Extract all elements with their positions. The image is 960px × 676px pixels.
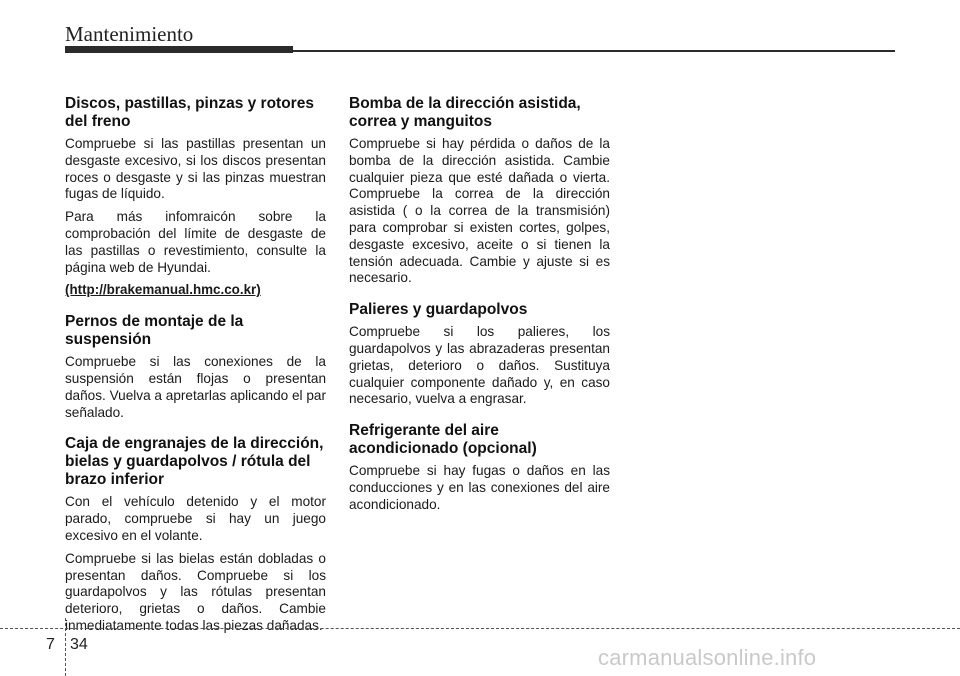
page-number: 34 [70, 636, 88, 653]
chapter-number: 7 [46, 636, 55, 653]
section-heading: Palieres y guardapolvos [349, 301, 528, 319]
brake-manual-link[interactable]: (http://brakemanual.hmc.co.kr) [65, 282, 261, 298]
section-brake-discs [65, 95, 326, 299]
section-heading: Discos, pastillas, pinzas y rotores del freno [65, 95, 314, 130]
section-paragraph: Compruebe si hay fugas o daños en las conducciones y en las conexiones del aire acondicionado. [349, 463, 610, 512]
section-paragraph: Compruebe si las bielas están dobladas o presentan daños. Compruebe si los guardapolvos y las rótulas presentan deterioro, grietas o daños. Cambie inmediatamente todas las piezas dañadas. [65, 550, 326, 633]
left-column [65, 95, 326, 649]
header-rule [293, 50, 895, 52]
watermark: carmanualsonline.info [598, 645, 817, 670]
right-column [349, 95, 610, 528]
header-bar [65, 46, 293, 53]
section-paragraph: Compruebe si los palieres, los guardapolvos y las abrazaderas presentan grietas, deterioro o daños. Sustituya cualquier componente dañado y, en caso necesario, vuelva a engrasar. [349, 324, 610, 407]
section-steering-gear [65, 435, 326, 634]
section-power-steering [349, 95, 610, 287]
section-paragraph: Para más infomraicón sobre la comprobación del límite de desgaste de las pastillas o revestimiento, consulte la página web de Hyundai. [65, 209, 326, 275]
section-suspension-bolts [65, 313, 326, 421]
section-paragraph: Compruebe si las pastillas presentan un desgaste excesivo, si los discos presentan roces o desgaste y si las pinzas muestran fugas de líquido. [65, 136, 326, 202]
section-drive-shafts [349, 301, 610, 408]
section-heading: Refrigerante del aire acondicionado (opcional) [349, 422, 537, 458]
section-ac-refrigerant [349, 422, 610, 513]
section-paragraph: Compruebe si las conexiones de la suspensión están flojas o presentan daños. Vuelva a apretarlas aplicando el par señalado. [65, 354, 326, 420]
section-paragraph: Compruebe si hay pérdida o daños de la bomba de la dirección asistida. Cambie cualquier pieza que esté dañada o vierta. Compruebe la correa de la dirección asistida ( o la correa de la transmisión) para comprobar si existen cortes, golpes, desgaste excesivo, aceite o si tienen la tensión adecuada. Cambie y ajuste si es necesario. [349, 136, 610, 286]
footer-divider [0, 628, 960, 629]
page-header-title: Mantenimiento [65, 22, 194, 46]
section-paragraph: Con el vehículo detenido y el motor parado, compruebe si hay un juego excesivo en el volante. [65, 494, 326, 543]
section-heading: Pernos de montaje de la suspensión [65, 313, 244, 349]
section-heading: Caja de engranajes de la dirección, bielas y guardapolvos / rótula del brazo inferior [65, 435, 324, 489]
footer-page-divider [65, 618, 66, 676]
section-heading: Bomba de la dirección asistida, correa y manguitos [349, 95, 581, 130]
